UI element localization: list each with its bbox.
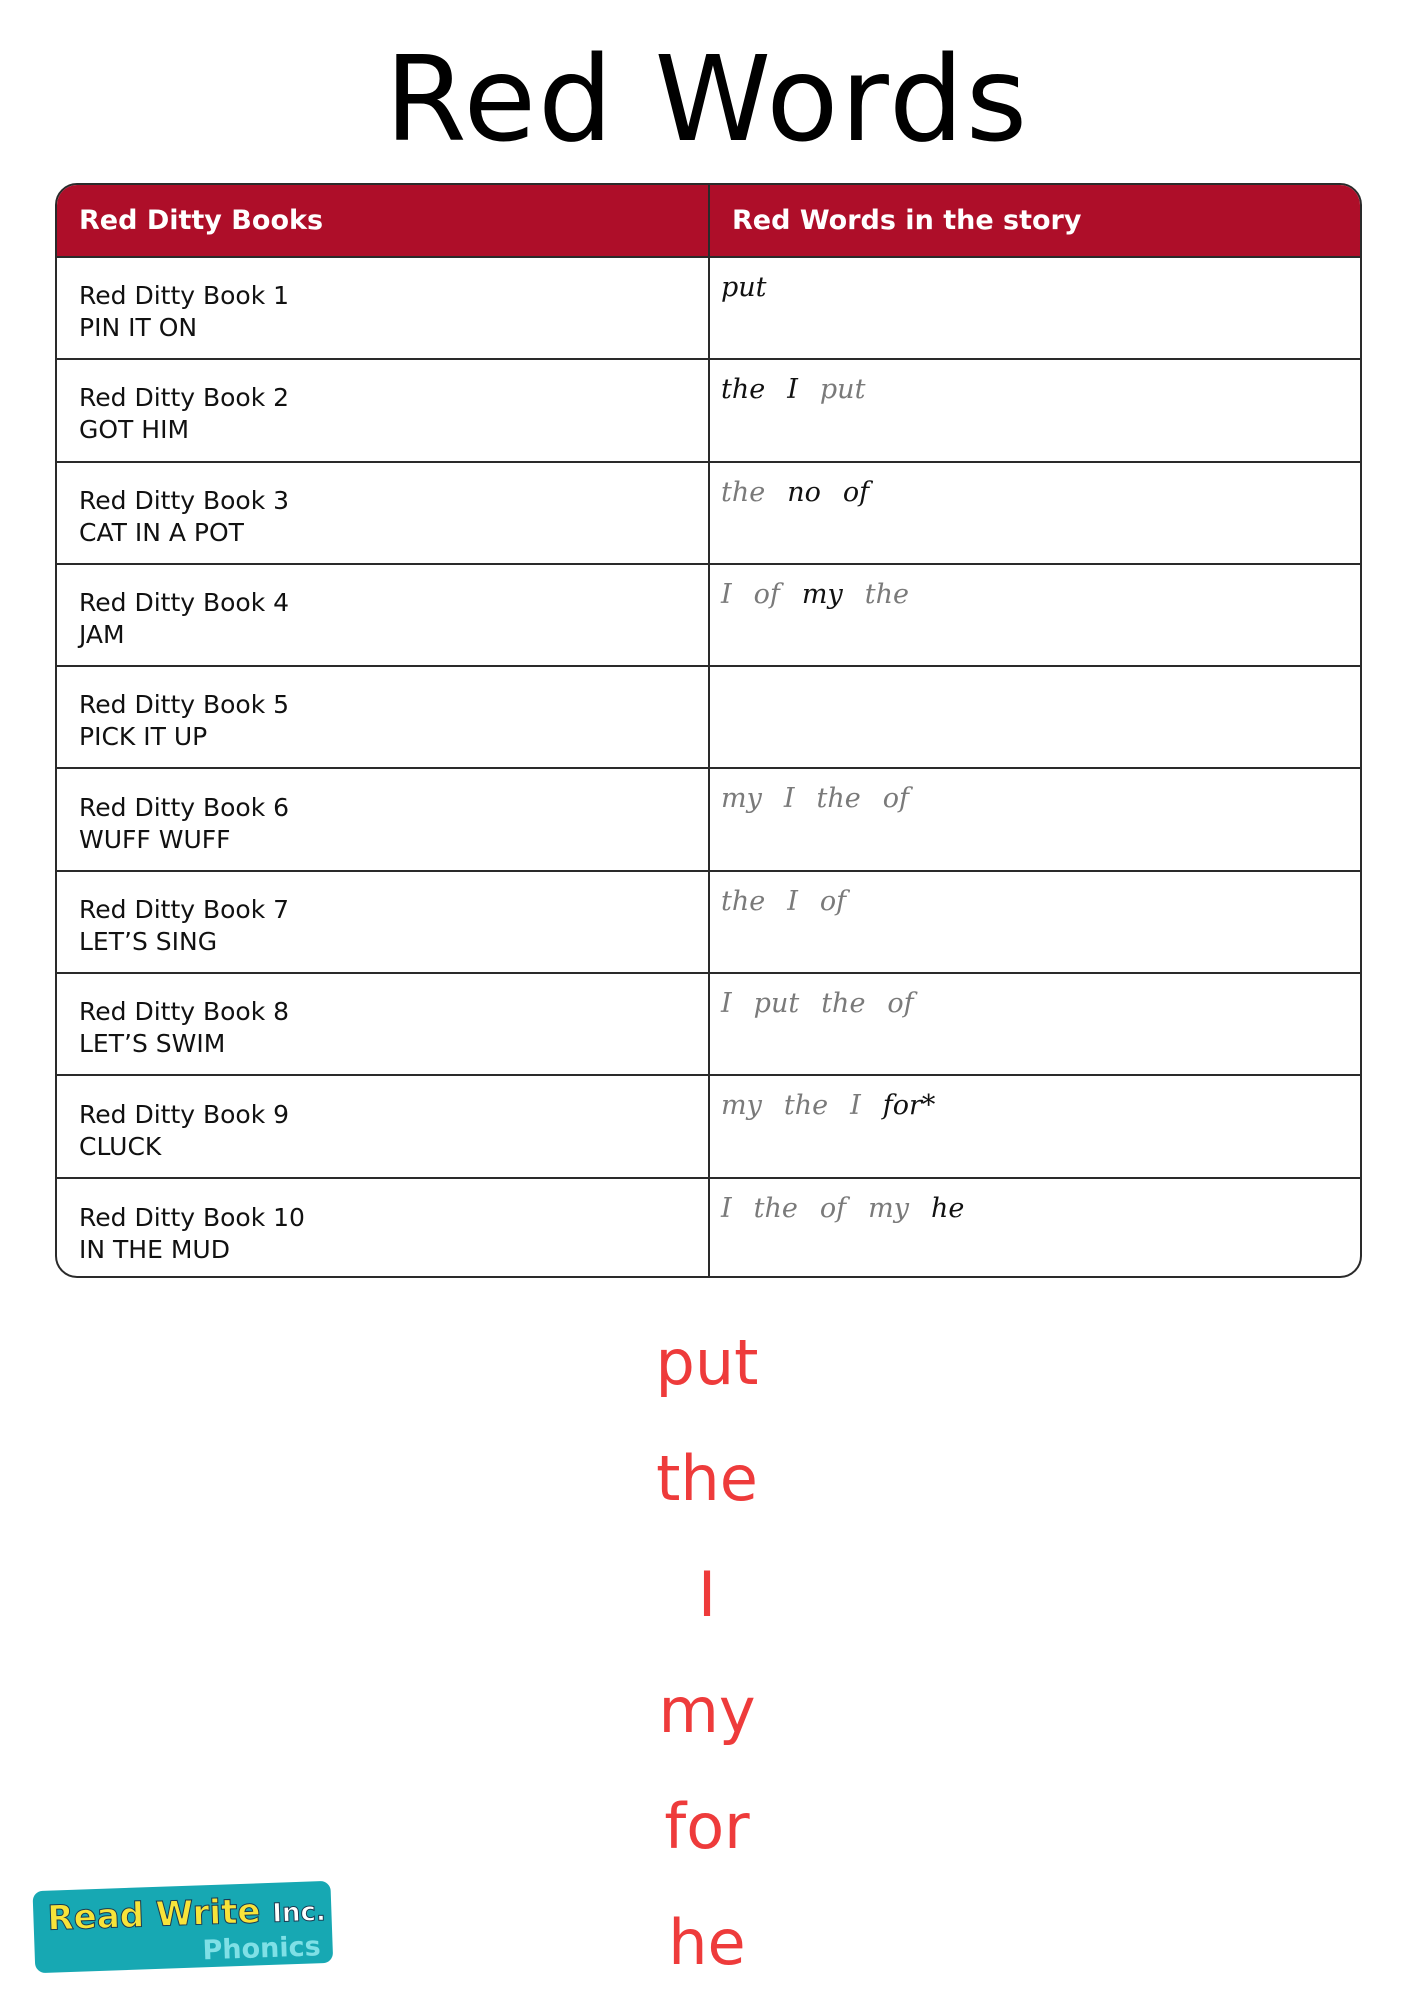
red-word-large: the <box>656 1442 758 1515</box>
table-row <box>57 1179 1360 1278</box>
red-word: of <box>882 783 909 815</box>
red-word: he <box>931 1192 965 1224</box>
book-title: Red Ditty Book 2 <box>79 383 290 413</box>
table-row <box>57 667 1360 769</box>
book-cell <box>57 872 710 972</box>
table-row <box>57 974 1360 1076</box>
red-word: I <box>787 374 798 406</box>
red-word: I <box>850 1090 861 1122</box>
red-word-large: put <box>655 1326 759 1399</box>
red-word: I <box>783 783 795 815</box>
story-title: LET’S SING <box>79 926 218 956</box>
red-word: put <box>819 374 866 406</box>
red-word: the <box>864 578 909 610</box>
red-word-large: for <box>664 1790 750 1863</box>
read-write-inc-logo <box>33 1881 334 1981</box>
story-title: JAM <box>79 620 125 650</box>
red-word: the <box>721 885 766 917</box>
book-cell <box>57 565 710 665</box>
book-title: Red Ditty Book 9 <box>79 1099 290 1129</box>
page-title: Red Words <box>384 30 1030 168</box>
red-word: of <box>819 1192 847 1224</box>
logo-main-text: Read Write <box>46 1891 262 1939</box>
book-cell <box>57 667 710 767</box>
words-cell <box>710 258 1360 358</box>
book-title: Red Ditty Book 7 <box>79 894 290 924</box>
red-word: my <box>801 578 843 610</box>
table-row <box>57 360 1360 462</box>
book-cell <box>57 769 710 869</box>
logo-phonics-text: Phonics <box>202 1931 322 1967</box>
table-row <box>57 1076 1360 1178</box>
red-word: put <box>721 272 767 303</box>
words-cell <box>710 1179 1360 1278</box>
book-cell <box>57 974 710 1074</box>
red-word: I <box>721 578 732 610</box>
story-title: GOT HIM <box>79 415 190 445</box>
red-word-large: I <box>697 1558 717 1631</box>
words-cell <box>710 872 1360 972</box>
table-row <box>57 872 1360 974</box>
words-cell <box>710 974 1360 1074</box>
red-word: the <box>753 1192 798 1224</box>
book-cell <box>57 1076 710 1176</box>
book-title: Red Ditty Book 8 <box>79 997 290 1027</box>
book-title: Red Ditty Book 4 <box>79 588 290 618</box>
red-word: the <box>816 783 861 815</box>
story-title: WUFF WUFF <box>79 824 231 854</box>
red-word: my <box>721 783 762 815</box>
words-cell <box>710 1076 1360 1176</box>
red-word: no <box>787 476 821 508</box>
words-cell <box>710 463 1360 563</box>
words-cell <box>710 565 1360 665</box>
red-word: I <box>721 988 732 1020</box>
story-title: IN THE MUD <box>79 1234 230 1264</box>
red-words-table <box>55 183 1362 1278</box>
red-word: of <box>753 578 780 610</box>
story-title: CAT IN A POT <box>79 517 244 547</box>
book-cell <box>57 463 710 563</box>
red-word: I <box>787 885 798 917</box>
table-row <box>57 769 1360 871</box>
book-title: Red Ditty Book 6 <box>79 792 290 822</box>
table-row <box>57 258 1360 360</box>
story-title: CLUCK <box>79 1131 162 1161</box>
book-title: Red Ditty Book 3 <box>79 485 290 515</box>
book-title: Red Ditty Book 10 <box>79 1202 305 1232</box>
story-title: LET’S SWIM <box>79 1029 226 1059</box>
red-word-large: my <box>658 1674 756 1747</box>
red-word: of <box>819 885 847 917</box>
header-red-words: Red Words in the story <box>732 205 1082 236</box>
words-cell <box>710 360 1360 460</box>
red-word: my <box>868 1192 909 1224</box>
red-word: my <box>721 1090 762 1122</box>
story-title: PIN IT ON <box>79 313 198 343</box>
words-cell <box>710 667 1360 767</box>
header-books: Red Ditty Books <box>57 185 710 256</box>
red-word: the <box>721 476 766 508</box>
book-title: Red Ditty Book 5 <box>79 690 290 720</box>
red-word: the <box>721 374 766 406</box>
book-cell <box>57 1179 710 1278</box>
red-word-large: he <box>668 1906 746 1979</box>
book-cell <box>57 360 710 460</box>
red-word: of <box>887 988 914 1020</box>
book-title: Red Ditty Book 1 <box>79 281 290 311</box>
book-cell <box>57 258 710 358</box>
red-word: put <box>753 988 800 1020</box>
logo-inc-text: Inc. <box>271 1897 327 1929</box>
table-row <box>57 463 1360 565</box>
table-header <box>57 185 1360 258</box>
red-word: the <box>783 1090 829 1122</box>
red-word: for* <box>882 1090 936 1122</box>
red-word: I <box>721 1192 732 1224</box>
words-cell <box>710 769 1360 869</box>
red-word: the <box>821 988 866 1020</box>
table-row <box>57 565 1360 667</box>
red-word: of <box>842 476 870 508</box>
story-title: PICK IT UP <box>79 722 208 752</box>
